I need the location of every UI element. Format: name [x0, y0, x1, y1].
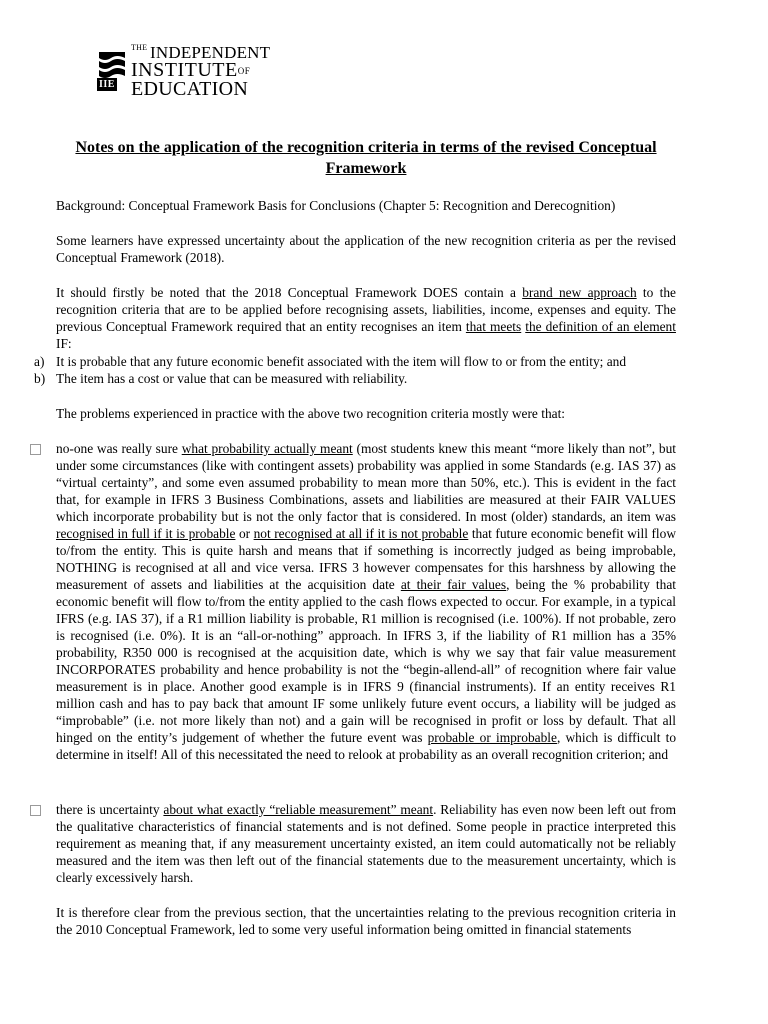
b2-text-2: . Reliability has even now been left out from the qualitative characteristics of financial statements and is not defined. Some people in practice interpreted this requirement as meaning that, if any measurement uncertainty existed, an item could automatically not be reliably measured and the item was then left out of the financial statements due to the measurement uncertainty, which is clearly excessively harsh.	[56, 802, 677, 885]
b1-text-3: or	[235, 526, 254, 541]
criterion-a-text: It is probable that any future economic benefit associated with the item will flow to or from the entity; and	[56, 354, 627, 369]
b1-text-5: , being the % probability that economic benefit will flow to/from the entity applied to the cash flows expected to occur. For example, in a typical IFRS (e.g. IAS 37), if a R1 million liability is probable, R1 million is recognised (i.e. 100%). If not probable, zero is recognised (i.e. 0%). It is an “all-or-nothing” approach. In IFRS 3, if the liability of R1 million has a 35% probability, R350 000 is recognised at the acquisition date, which is why we say that fair value measurement INCORPORATES probability and hence probability is not the “begin-allend-all” of recognition where fair value measurement is in place. Another good example is in IFRS 9 (financial instruments). If an entity receives R1 million cash and has to pay back that amount IF some unlikely future event occurs, a liability will be judged as “improbable” (i.e. not more likely than not) and a gain will be recognised in profit or loss by default. That all hinged on the entity’s judgement of whether the future event was	[56, 577, 676, 745]
logo-line-3: EDUCATION	[131, 78, 249, 100]
para2-underline-3: the definition of an element	[525, 319, 676, 334]
closing-paragraph: It is therefore clear from the previous section, that the uncertainties relating to the previous recognition criteria in the 2010 Conceptual Framework, led to some very useful information being omitted in financial statements	[56, 905, 676, 937]
criterion-b-text: The item has a cost or value that can be measured with reliability.	[56, 371, 408, 386]
b1-underline-2: recognised in full if it is probable	[56, 526, 236, 541]
intro-paragraph: Some learners have expressed uncertainty about the application of the new recognition criteria as per the revised Conceptual Framework (2018).	[56, 233, 676, 265]
logo-of: OF	[237, 65, 251, 76]
b1-underline-5: probable or improbable	[427, 730, 557, 745]
b1-underline-1: what probability actually meant	[181, 441, 353, 456]
b1-underline-4: at their fair values	[400, 577, 507, 592]
bullet-probability	[56, 440, 676, 763]
logo-wordmark	[131, 44, 270, 99]
para2-text-4: IF:	[56, 336, 72, 351]
logo-line-1: INDEPENDENT	[150, 43, 271, 62]
document-title: Notes on the application of the recognition criteria in terms of the revised Conceptual Framework	[75, 139, 657, 177]
criterion-b	[34, 370, 407, 387]
b1-text-2: (most students knew this meant “more likely than not”, but under some circumstances (like with contingent assets) probability was applied in some Standards (e.g. IAS 37) as “virtual certainty”, and some even assumed probability to mean more than 50%, etc.). This is evident in the fact that, for example in IFRS 3 Business Combinations, assets and liabilities are measured at their FAIR VALUES which incorporate probability but is not the only factor that is considered. In most (older) standards, an item was	[56, 441, 676, 524]
criterion-b-label: b)	[34, 371, 46, 386]
b1-text-6: , which is difficult to determine in itself! All of this necessitated the need to relook at probability as an overall recognition criterion; and	[56, 730, 677, 762]
para2-text-2: to the recognition criteria that are to be applied before recognising assets, liabilities, income, expenses and equity. The previous Conceptual Framework required that an entity recognises an item	[56, 285, 676, 334]
problems-intro: The problems experienced in practice with the above two recognition criteria mostly were that:	[56, 406, 566, 421]
logo-the: THE	[131, 43, 148, 52]
bullet-reliability	[56, 801, 676, 886]
background-line: Background: Conceptual Framework Basis for Conclusions (Chapter 5: Recognition and Derecognition)	[56, 198, 616, 213]
iie-badge: IIE	[99, 79, 115, 90]
criterion-a	[34, 353, 626, 370]
b1-underline-3: not recognised at all if it is not probable	[253, 526, 469, 541]
checkbox-bullet-icon	[30, 444, 41, 455]
criterion-a-label: a)	[34, 354, 45, 369]
para2-text-1: It should firstly be noted that the 2018 Conceptual Framework DOES contain a	[56, 285, 523, 300]
para2-underline-1: brand new approach	[522, 285, 637, 300]
logo-line-2: INSTITUTE	[131, 59, 238, 81]
b2-underline-1: about what exactly “reliable measurement” meant	[163, 802, 434, 817]
para2-underline-2: that meets	[465, 319, 522, 334]
b1-text-4: that future economic benefit will flow to/from the entity. This is quite harsh and means that if something is incorrectly judged as being improbable, NOTHING is recognised at all and vice versa. IFRS 3 however compensates for this harshness by allowing the measurement of assets and liabilities at the acquisition date	[56, 526, 676, 592]
checkbox-bullet-icon	[30, 805, 41, 816]
b2-text-1: there is uncertainty	[56, 802, 164, 817]
institution-logo	[97, 44, 287, 100]
b1-text-1: no-one was really sure	[56, 441, 182, 456]
framework-paragraph	[56, 284, 676, 352]
